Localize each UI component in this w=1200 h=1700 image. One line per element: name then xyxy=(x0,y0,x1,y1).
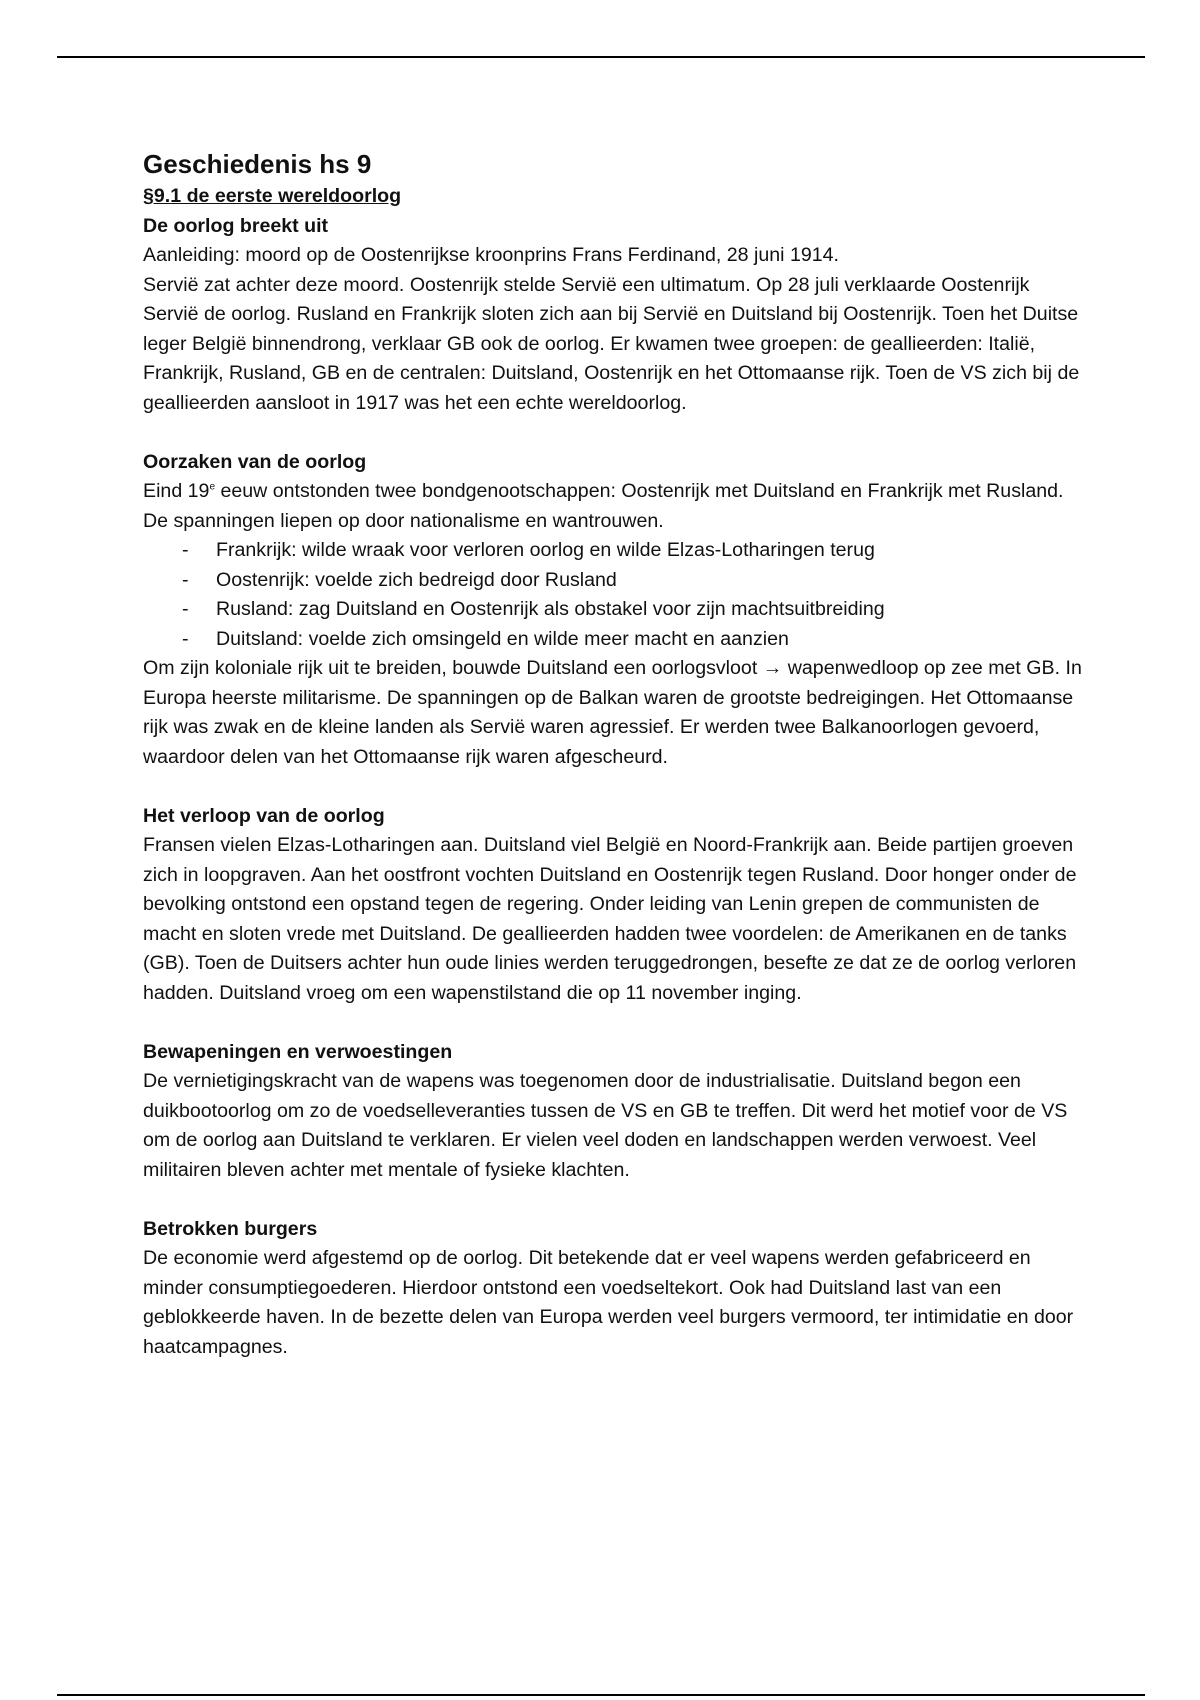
causes-list xyxy=(143,536,1083,654)
list-item-text: Duitsland: voelde zich omsingeld en wilde meer macht en aanzien xyxy=(216,627,789,650)
list-item-frankrijk xyxy=(143,536,1083,566)
list-item-text: Rusland: zag Duitsland en Oostenrijk als obstakel voor zijn machtsuitbreiding xyxy=(216,598,885,620)
heading-oorzaken: Oorzaken van de oorlog xyxy=(143,450,367,473)
list-item-rusland xyxy=(143,595,1083,625)
spacer xyxy=(143,1008,1083,1038)
list-item-duitsland xyxy=(143,625,1083,655)
document-body xyxy=(143,146,1083,1362)
paragraph-servie: Servië zat achter deze moord. Oostenrijk stelde Servië een ultimatum. Op 28 juli verklaarde Oostenrijk Servië de oorlog. Rusland en Frankrijk sloten zich aan bij Servië en Duitsland bij Oostenrijk. Toen het Duitse leger België binnendrong, verklaar GB ook de oorlog. Er kwamen twee groepen: de geallieerden: Italië, Frankrijk, Rusland, GB en de centralen: Duitsland, Oostenrijk en het Ottomaanse rijk. Toen de VS zich bij de geallieerden aansloot in 1917 was het een echte wereldoorlog. xyxy=(143,273,1080,414)
paragraph-verloop: Fransen vielen Elzas-Lotharingen aan. Duitsland viel België en Noord-Frankrijk aan. Beide partijen groeven zich in loopgraven. Aan het oostfront vochten Duitsland en Oostenrijk tegen Rusland. Door honger onder de bevolking ontstond een opstand tegen de regering. Onder leiding van Lenin grepen de communisten de macht en sloten vrede met Duitsland. De geallieerden hadden twee voordelen: de Amerikanen en de tanks (GB). Toen de Duitsers achter hun oude linies werden teruggedrongen, besefte ze dat ze de oorlog verloren hadden. Duitsland vroeg om een wapenstilstand die op 11 november inging. xyxy=(143,834,1077,1004)
bullet-dash: - xyxy=(182,539,189,561)
intro-text-start: Eind 19 xyxy=(143,480,210,502)
bullet-dash: - xyxy=(182,627,189,650)
section-title: §9.1 de eerste wereldoorlog xyxy=(143,185,402,207)
footer-rule xyxy=(57,1694,1145,1696)
heading-burgers: Betrokken burgers xyxy=(143,1217,318,1240)
paragraph-bewapeningen: De vernietigingskracht van de wapens was toegenomen door de industrialisatie. Duitsland begon een duikbootoorlog om zo de voedselleveranties tussen de VS en GB te treffen. Dit werd het motief voor de VS om de oorlog aan Duitsland te verklaren. Er vielen veel doden en landschappen werden verwoest. Veel militairen bleven achter met mentale of fysieke klachten. xyxy=(143,1070,1068,1181)
spacer xyxy=(143,1185,1083,1215)
intro-text-end: eeuw ontstonden twee bondgenootschappen: Oostenrijk met Duitsland en Frankrijk met Rusland. De spanningen liepen op door nationalisme en wantrouwen. xyxy=(143,480,1064,532)
paragraph-aanleiding: Aanleiding: moord op de Oostenrijkse kroonprins Frans Ferdinand, 28 juni 1914. xyxy=(143,244,839,266)
spacer xyxy=(143,418,1083,448)
bullet-dash: - xyxy=(182,598,189,620)
bullet-dash: - xyxy=(182,568,189,591)
heading-verloop: Het verloop van de oorlog xyxy=(143,804,385,827)
list-item-text: Oostenrijk: voelde zich bedreigd door Rusland xyxy=(216,568,617,591)
paragraph-burgers: De economie werd afgestemd op de oorlog. Dit betekende dat er veel wapens werden gefabriceerd en minder consumptiegoederen. Hierdoor ontstond een voedseltekort. Ook had Duitsland last van een geblokkeerde haven. In de bezette delen van Europa werden veel burgers vermoord, ter intimidatie en door haatcampagnes. xyxy=(143,1247,1074,1358)
document-title: Geschiedenis hs 9 xyxy=(143,149,372,179)
paragraph-oorzaken-intro xyxy=(143,477,1083,536)
heading-oorlog-breekt-uit: De oorlog breekt uit xyxy=(143,214,329,237)
list-item-oostenrijk xyxy=(143,566,1083,596)
list-item-text: Frankrijk: wilde wraak voor verloren oorlog en wilde Elzas-Lotharingen terug xyxy=(216,539,875,561)
superscript-e: e xyxy=(209,481,216,493)
paragraph-oorzaken-closing: Om zijn koloniale rijk uit te breiden, bouwde Duitsland een oorlogsvloot → wapenwedloop op zee met GB. In Europa heerste militarisme. De spanningen op de Balkan waren de grootste bedreigingen. Het Ottomaanse rijk was zwak en de kleine landen als Servië waren agressief. Er werden twee Balkanoorlogen gevoerd, waardoor delen van het Ottomaanse rijk waren afgescheurd. xyxy=(143,657,1082,768)
header-rule xyxy=(57,56,1145,58)
spacer xyxy=(143,772,1083,802)
heading-bewapeningen: Bewapeningen en verwoestingen xyxy=(143,1040,453,1063)
